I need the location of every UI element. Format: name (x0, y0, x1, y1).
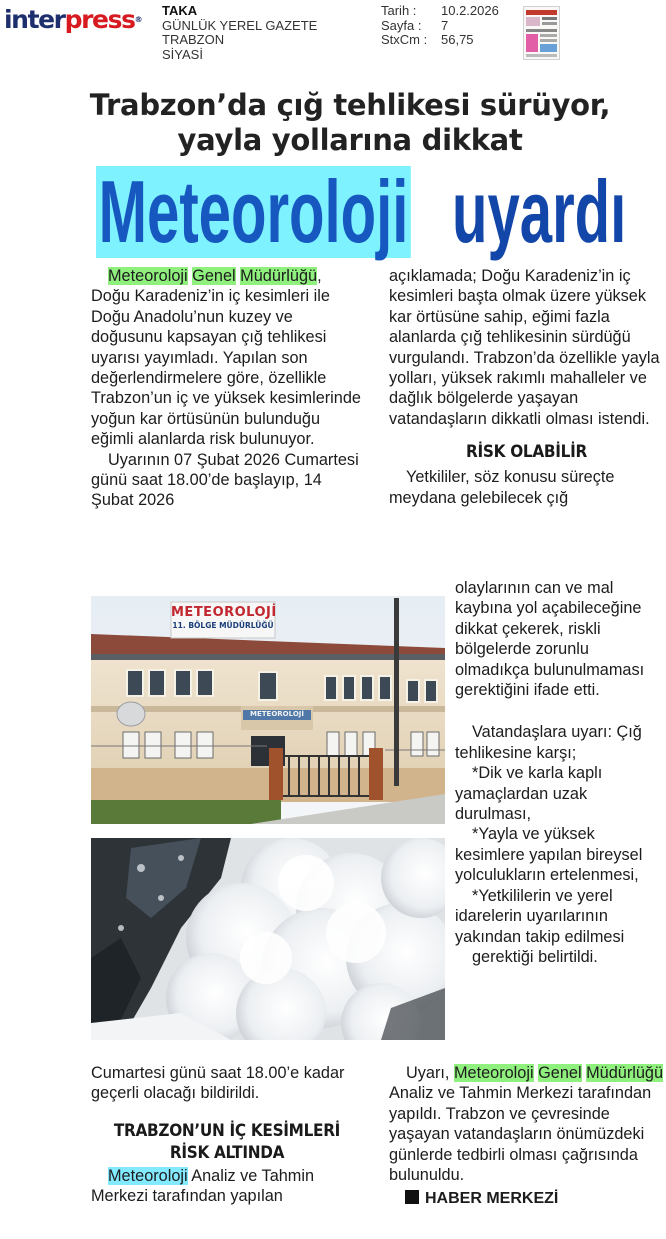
page-thumbnail[interactable] (523, 6, 560, 60)
photo-avalanche (91, 838, 445, 1040)
interpress-logo (4, 6, 143, 34)
highlight-mudurlugu-2: Müdürlüğü (586, 1064, 664, 1082)
highlight-meteoroloji-cyan: Meteoroloji (108, 1166, 188, 1185)
stxcm-value: 56,75 (441, 32, 474, 47)
publication-name: TAKA (162, 3, 198, 18)
bullet-2: *Yayla ve yüksek kesimlere yapılan bireysel yolculukların ertelenmesi, (455, 825, 643, 885)
right-column-bottom (389, 1063, 664, 1210)
article-headline (70, 88, 630, 158)
big-headline-word-meteoroloji: Meteoroloji (96, 166, 411, 258)
publication-info (162, 4, 317, 62)
right-paragraph-4 (389, 1063, 664, 1185)
bullet-3-end: gerektiği belirtildi. (472, 947, 598, 966)
left-paragraph-4 (91, 1166, 363, 1207)
byline-text: HABER MERKEZİ (425, 1190, 559, 1208)
rooftop-sign (171, 605, 275, 631)
highlight-genel-2: Genel (538, 1064, 582, 1082)
right-paragraph-3: Vatandaşlara uyarı: Çığ tehlikesine karşı; (455, 723, 642, 762)
page-label: Sayfa : (381, 17, 422, 33)
big-headline-word-uyardi: uyardı (452, 162, 627, 261)
clip-meta (381, 4, 499, 48)
publication-city: TRABZON (162, 32, 225, 47)
page-value: 7 (441, 17, 449, 33)
right-paragraph-4-text: Analiz ve Tahmin Merkezi tarafından yapıldı. Trabzon ve çevresinde yaşayan vatandaşların önümüzdeki günlerde tedbirli olması çağrısında bulunuldu. (389, 1084, 652, 1185)
left-column-top (91, 266, 363, 511)
registered-mark: ® (134, 15, 143, 24)
byline (389, 1189, 664, 1209)
publication-section: SİYASİ (162, 46, 203, 62)
right-paragraph-2b: olaylarının can ve mal kaybına yol açabileceğine dikkat çekerek, riskli bölgelerde zorunlu olmadıkça bulunulmaması gerektiğini ifade etti. (455, 579, 645, 700)
highlight-mudurlugu: Müdürlüğü (240, 267, 318, 285)
stxcm-label: StxCm : (381, 32, 428, 47)
right-paragraph-1: açıklamada; Doğu Karadeniz’in iç kesimleri başta olmak üzere yüksek kar örtüsüne sahip, eğimi fazla alanlarda çığ tehlikesinin sürdüğü vurgulandı. Trabzon’da özellikle yayla yolları, yüksek rakımlı mahalleler ve dağlık bölgelerde yaşayan vatandaşların dikkatli olması istendi. (389, 267, 660, 428)
right-paragraph-4-pre: Uyarı, (406, 1064, 454, 1082)
avalanche-illustration (91, 838, 445, 1040)
highlight-genel: Genel (192, 267, 236, 285)
date-value: 10.2.2026 (441, 3, 499, 18)
left-paragraph-1-text: , Doğu Karadeniz’in iç kesimleri ile Doğu Anadolu’nun kuzey ve doğusunu kapsayan çığ tehlikesi uyarısı yayımladı. Yapılan son değerlendirmelere göre, özellikle Trabzon’un iç ve yüksek kesimlerinde yoğun kar örtüsünün bulunduğu eğimli alanlarda risk bulunuyor. (91, 267, 361, 449)
highlight-meteoroloji: Meteoroloji (108, 267, 188, 285)
left-paragraph-3: Cumartesi günü saat 18.00’e kadar geçerli olacağı bildirildi. (91, 1064, 345, 1103)
bullet-3: *Yetkililerin ve yerel idarelerin uyarılarının yakından takip edilmesi (455, 886, 625, 946)
publication-type: GÜNLÜK YEREL GAZETE (162, 17, 318, 33)
bullet-1: *Dik ve karla kaplı yamaçlardan uzak durulması, (455, 764, 603, 824)
subheading-line-2: RİSK ALTINDA (169, 1142, 285, 1163)
highlight-meteoroloji-2: Meteoroloji (453, 1064, 534, 1082)
right-paragraph-2a: Yetkililer, söz konusu süreçte meydana gelebilecek çığ (389, 468, 615, 507)
photo-meteoroloji-building (91, 596, 445, 824)
big-headline (96, 162, 627, 261)
headline-line-2: yayla yollarına dikkat (177, 123, 523, 157)
headline-line-1: Trabzon’da çığ tehlikesi sürüyor, (89, 88, 611, 122)
left-paragraph-1 (91, 266, 363, 450)
right-column-top (389, 266, 664, 508)
logo-text-inter: inter (4, 5, 65, 34)
left-column-bottom (91, 1063, 363, 1207)
subheading-line-1: TRABZON’UN İÇ KESİMLERİ (113, 1120, 341, 1141)
entrance-sign: METEOROLOJİ (250, 710, 304, 718)
left-paragraph-2: Uyarının 07 Şubat 2026 Cumartesi günü saat 18.00’de başlayıp, 14 Şubat 2026 (91, 450, 359, 510)
subheading-risk-altinda (91, 1120, 363, 1164)
right-column-wrap (455, 578, 664, 967)
rooftop-sign-title: METEOROLOJİ (171, 605, 277, 620)
date-label: Tarih : (381, 3, 417, 18)
byline-square-icon (405, 1190, 419, 1204)
subheading-risk-olabilir: RİSK OLABİLİR (466, 442, 587, 463)
logo-text-press: press (64, 5, 135, 34)
rooftop-sign-subtitle: 11. BÖLGE MÜDÜRLÜĞÜ (172, 621, 274, 630)
left-paragraph-4-text: Analiz ve Tahmin Merkezi tarafından yapılan (91, 1166, 315, 1206)
